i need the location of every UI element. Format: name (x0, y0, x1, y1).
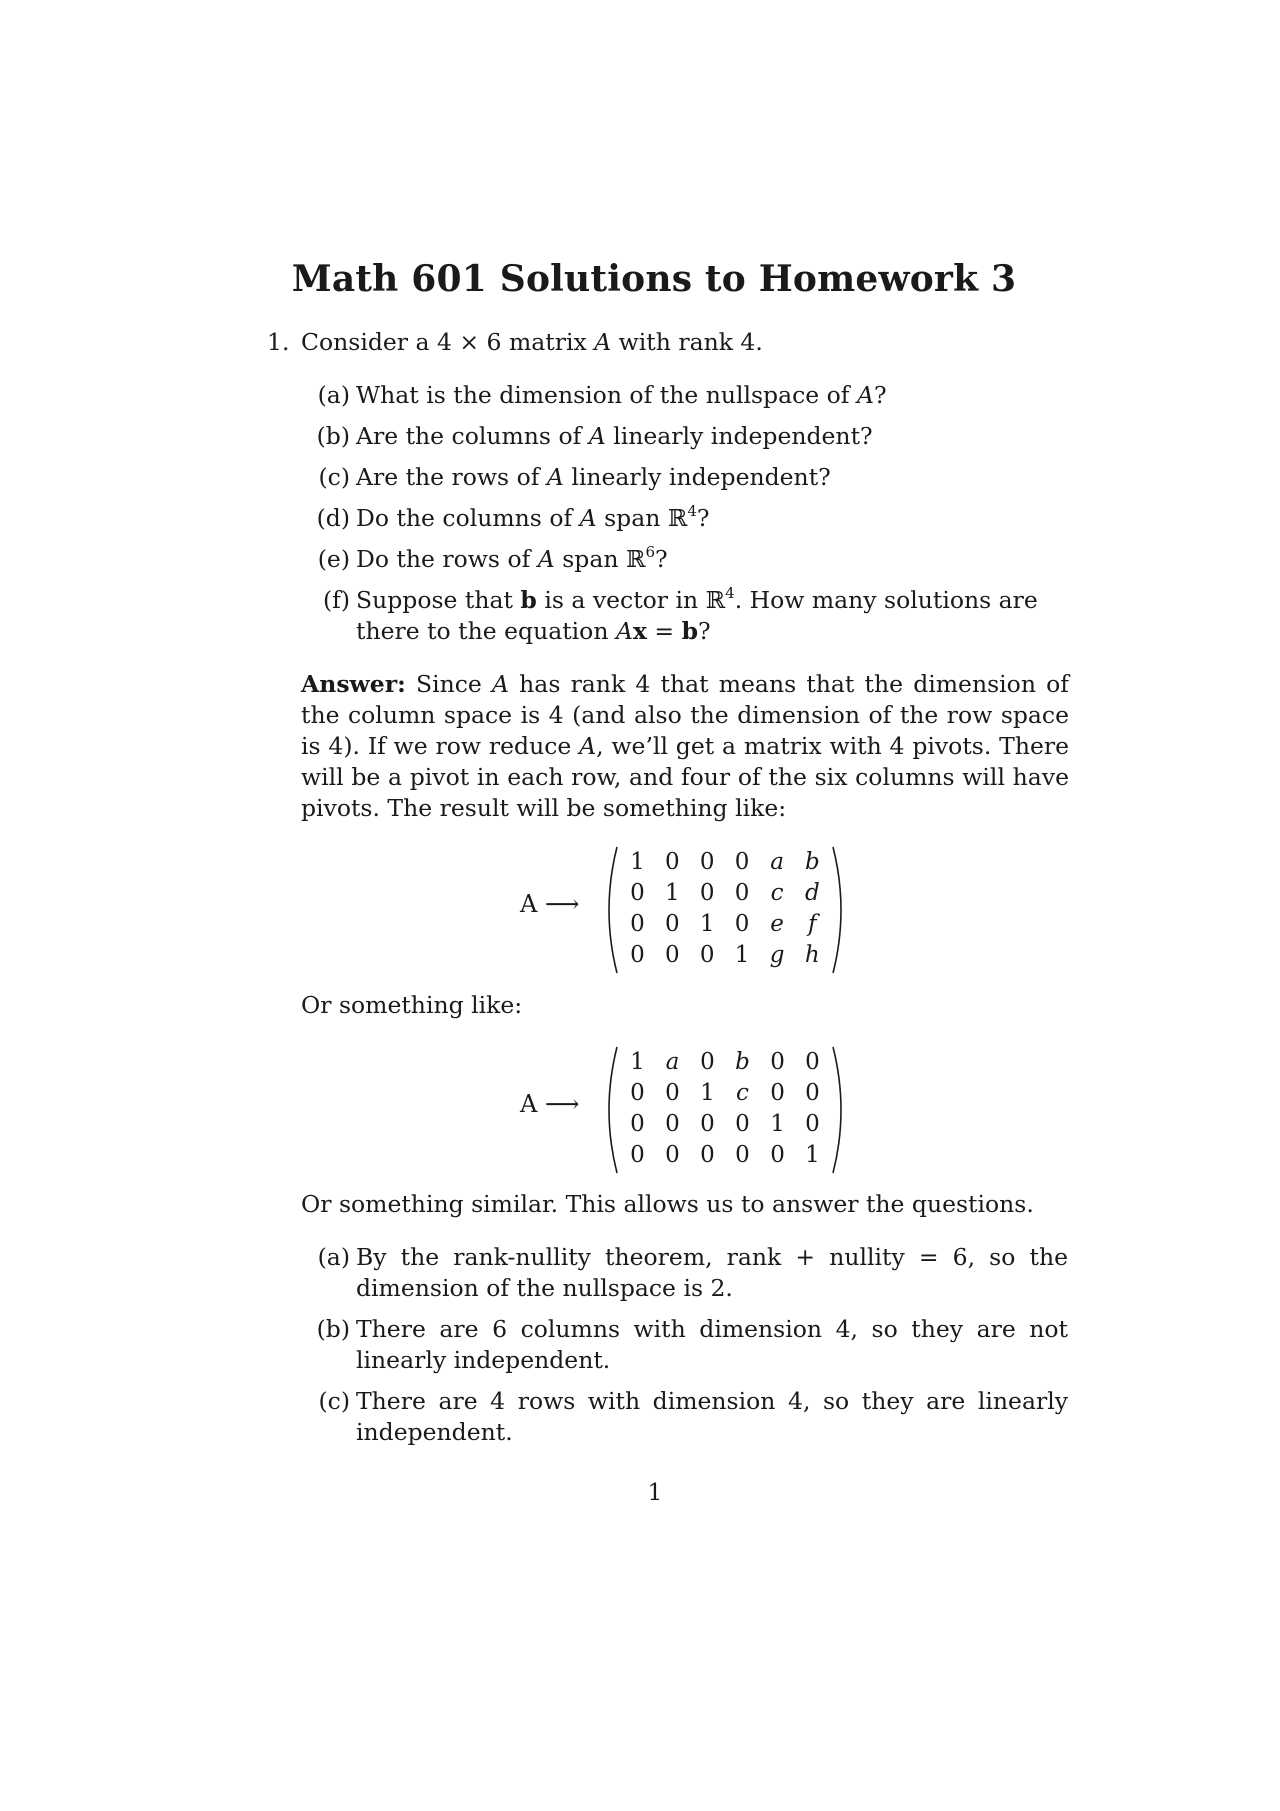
matrix-entry: c (736, 1079, 749, 1106)
text-run: ? (698, 617, 711, 645)
matrix-entry: 0 (699, 848, 715, 875)
matrix-row (620, 1077, 830, 1108)
matrix-entry: 0 (735, 1110, 750, 1137)
matrix-entry: b (735, 1048, 750, 1075)
text-run: What is the dimension of the nullspace of (356, 381, 857, 409)
text-run: span ℝ (596, 504, 688, 532)
math-symbol: A (615, 617, 633, 645)
question-label: (e) (317, 545, 350, 573)
matrix-entry: 0 (734, 848, 750, 875)
solution-text: By the rank-nullity theorem, rank + nullity = 6, so the dimension of the nullspace is 2. (356, 1243, 1068, 1302)
text-run: ? (873, 381, 887, 409)
page-title: Math 601 Solutions to Homework 3 (291, 258, 1017, 300)
matrix-entry: 0 (734, 879, 750, 906)
reduced-matrix-1 (620, 846, 830, 970)
matrix-entry: 1 (664, 879, 680, 906)
solution-label: (b) (316, 1315, 350, 1343)
matrix-entry: 0 (805, 1048, 820, 1075)
question-label: (b) (316, 422, 350, 450)
reduced-matrix-2 (620, 1046, 830, 1170)
or-something-like: Or something like: (301, 991, 523, 1019)
text-run: Consider a 4 × 6 matrix (301, 328, 595, 356)
math-symbol: A (579, 504, 597, 532)
math-symbol: A (537, 545, 555, 573)
matrix-entry: 1 (630, 1048, 645, 1075)
matrix-entry: 0 (770, 1079, 785, 1106)
problem-number: 1. (267, 328, 290, 356)
vector-symbol: x (632, 617, 647, 645)
or-something-similar: Or something similar. This allows us to answer the questions. (301, 1190, 1034, 1218)
math-symbol: A (588, 422, 606, 450)
vector-symbol: b (681, 617, 699, 645)
matrix-entry: 0 (665, 1079, 680, 1106)
question-label: (f) (322, 586, 350, 614)
matrix-entry: c (770, 879, 784, 906)
matrix-entry: 0 (735, 1141, 750, 1168)
matrix-row (620, 846, 830, 877)
question-label: (a) (317, 381, 350, 409)
text-run: Since (405, 670, 492, 698)
problem-statement (301, 327, 763, 358)
matrix-entry: 0 (630, 1079, 645, 1106)
text-run: . How many solutions are there to the equation (356, 586, 1038, 645)
matrix-right-paren (830, 1045, 852, 1175)
matrix-entry: 0 (700, 1048, 715, 1075)
text-run: linearly independent? (563, 463, 831, 491)
matrix-entry: d (804, 879, 820, 906)
matrix-entry: e (770, 910, 784, 937)
matrix-row (620, 1139, 830, 1170)
matrix-entry: 1 (699, 910, 715, 937)
math-symbol: A (492, 670, 509, 698)
solution-text: There are 6 columns with dimension 4, so they are not linearly independent. (356, 1315, 1068, 1374)
matrix-entry: 0 (665, 1141, 680, 1168)
matrix-left-paren (598, 1045, 620, 1175)
matrix-entry: b (804, 848, 820, 875)
page-number: 1 (647, 1480, 663, 1506)
matrix-row (620, 1108, 830, 1139)
text-run: Suppose that (356, 586, 521, 614)
matrix-entry: 0 (805, 1079, 820, 1106)
matrix-row (620, 877, 830, 908)
question-label: (c) (318, 463, 350, 491)
matrix-row (620, 939, 830, 970)
text-run: is a vector in ℝ (536, 586, 726, 614)
arrow-label: A ⟶ (520, 1090, 580, 1118)
text-run: linearly independent? (605, 422, 873, 450)
matrix-entry: a (665, 1048, 680, 1075)
question-text (356, 544, 1068, 575)
matrix-row (620, 908, 830, 939)
math-symbol: A (579, 732, 597, 760)
matrix-entry: 0 (770, 1141, 785, 1168)
matrix-row (620, 1046, 830, 1077)
math-symbol: A (546, 463, 564, 491)
matrix-entry: 0 (665, 1110, 680, 1137)
matrix-entry: 1 (700, 1079, 715, 1106)
matrix-entry: 0 (770, 1048, 785, 1075)
text-run: Are the columns of (356, 422, 589, 450)
matrix-entry: 0 (664, 941, 680, 968)
question-label: (d) (316, 504, 350, 532)
solution-label: (a) (317, 1243, 350, 1271)
solution-label: (c) (318, 1387, 350, 1415)
answer-body (301, 670, 1069, 822)
text-run: with rank 4. (611, 328, 763, 356)
text-run: Do the rows of (356, 545, 538, 573)
matrix-entry: 0 (734, 910, 750, 937)
matrix-entry: 0 (630, 1141, 645, 1168)
math-symbol: A (856, 381, 874, 409)
matrix-entry: 0 (699, 879, 715, 906)
solution-text: There are 4 rows with dimension 4, so they are linearly independent. (356, 1387, 1068, 1446)
superscript: 4 (687, 502, 697, 521)
arrow-label: A ⟶ (520, 890, 580, 918)
matrix-entry: 0 (700, 1141, 715, 1168)
question-text (356, 380, 1068, 411)
matrix-left-paren (598, 845, 620, 975)
matrix-right-paren (830, 845, 852, 975)
text-run: Are the rows of (356, 463, 547, 491)
matrix-entry: 1 (630, 848, 645, 875)
text-run: span ℝ (554, 545, 646, 573)
matrix-entry: 1 (770, 1110, 785, 1137)
superscript: 4 (725, 584, 735, 603)
matrix-entry: 0 (664, 910, 680, 937)
matrix-entry: 0 (630, 910, 645, 937)
math-symbol: A (594, 328, 612, 356)
matrix-entry: 0 (630, 1110, 645, 1137)
matrix-entry: 0 (700, 1110, 715, 1137)
matrix-entry: 1 (805, 1141, 820, 1168)
text-run: = (646, 617, 682, 645)
superscript: 6 (645, 543, 656, 562)
text-run: Do the columns of (356, 504, 580, 532)
question-text (356, 462, 1068, 493)
matrix-entry: g (769, 941, 785, 968)
matrix-entry: 0 (664, 848, 680, 875)
text-run: ? (655, 545, 668, 573)
text-run: ? (696, 504, 710, 532)
question-text (356, 585, 1068, 647)
matrix-entry: f (808, 910, 817, 937)
matrix-entry: 0 (699, 941, 715, 968)
vector-symbol: b (520, 586, 537, 614)
text-run: has rank 4 that means that the dimension of the column space is 4 (and also the dimension of the row space is 4). If we row reduce (301, 670, 1069, 760)
answer-paragraph (301, 669, 1069, 824)
matrix-entry: 0 (630, 879, 645, 906)
matrix-entry: 0 (630, 941, 645, 968)
question-text (356, 503, 1068, 534)
matrix-entry: 1 (734, 941, 750, 968)
text-run: , we’ll get a matrix with 4 pivots. There will be a pivot in each row, and four of the six columns will have pivots. The result will be something like: (301, 732, 1070, 822)
answer-lead: Answer: (301, 670, 406, 698)
matrix-entry: a (770, 848, 784, 875)
matrix-entry: h (804, 941, 820, 968)
matrix-entry: 0 (805, 1110, 820, 1137)
question-text (356, 421, 1068, 452)
